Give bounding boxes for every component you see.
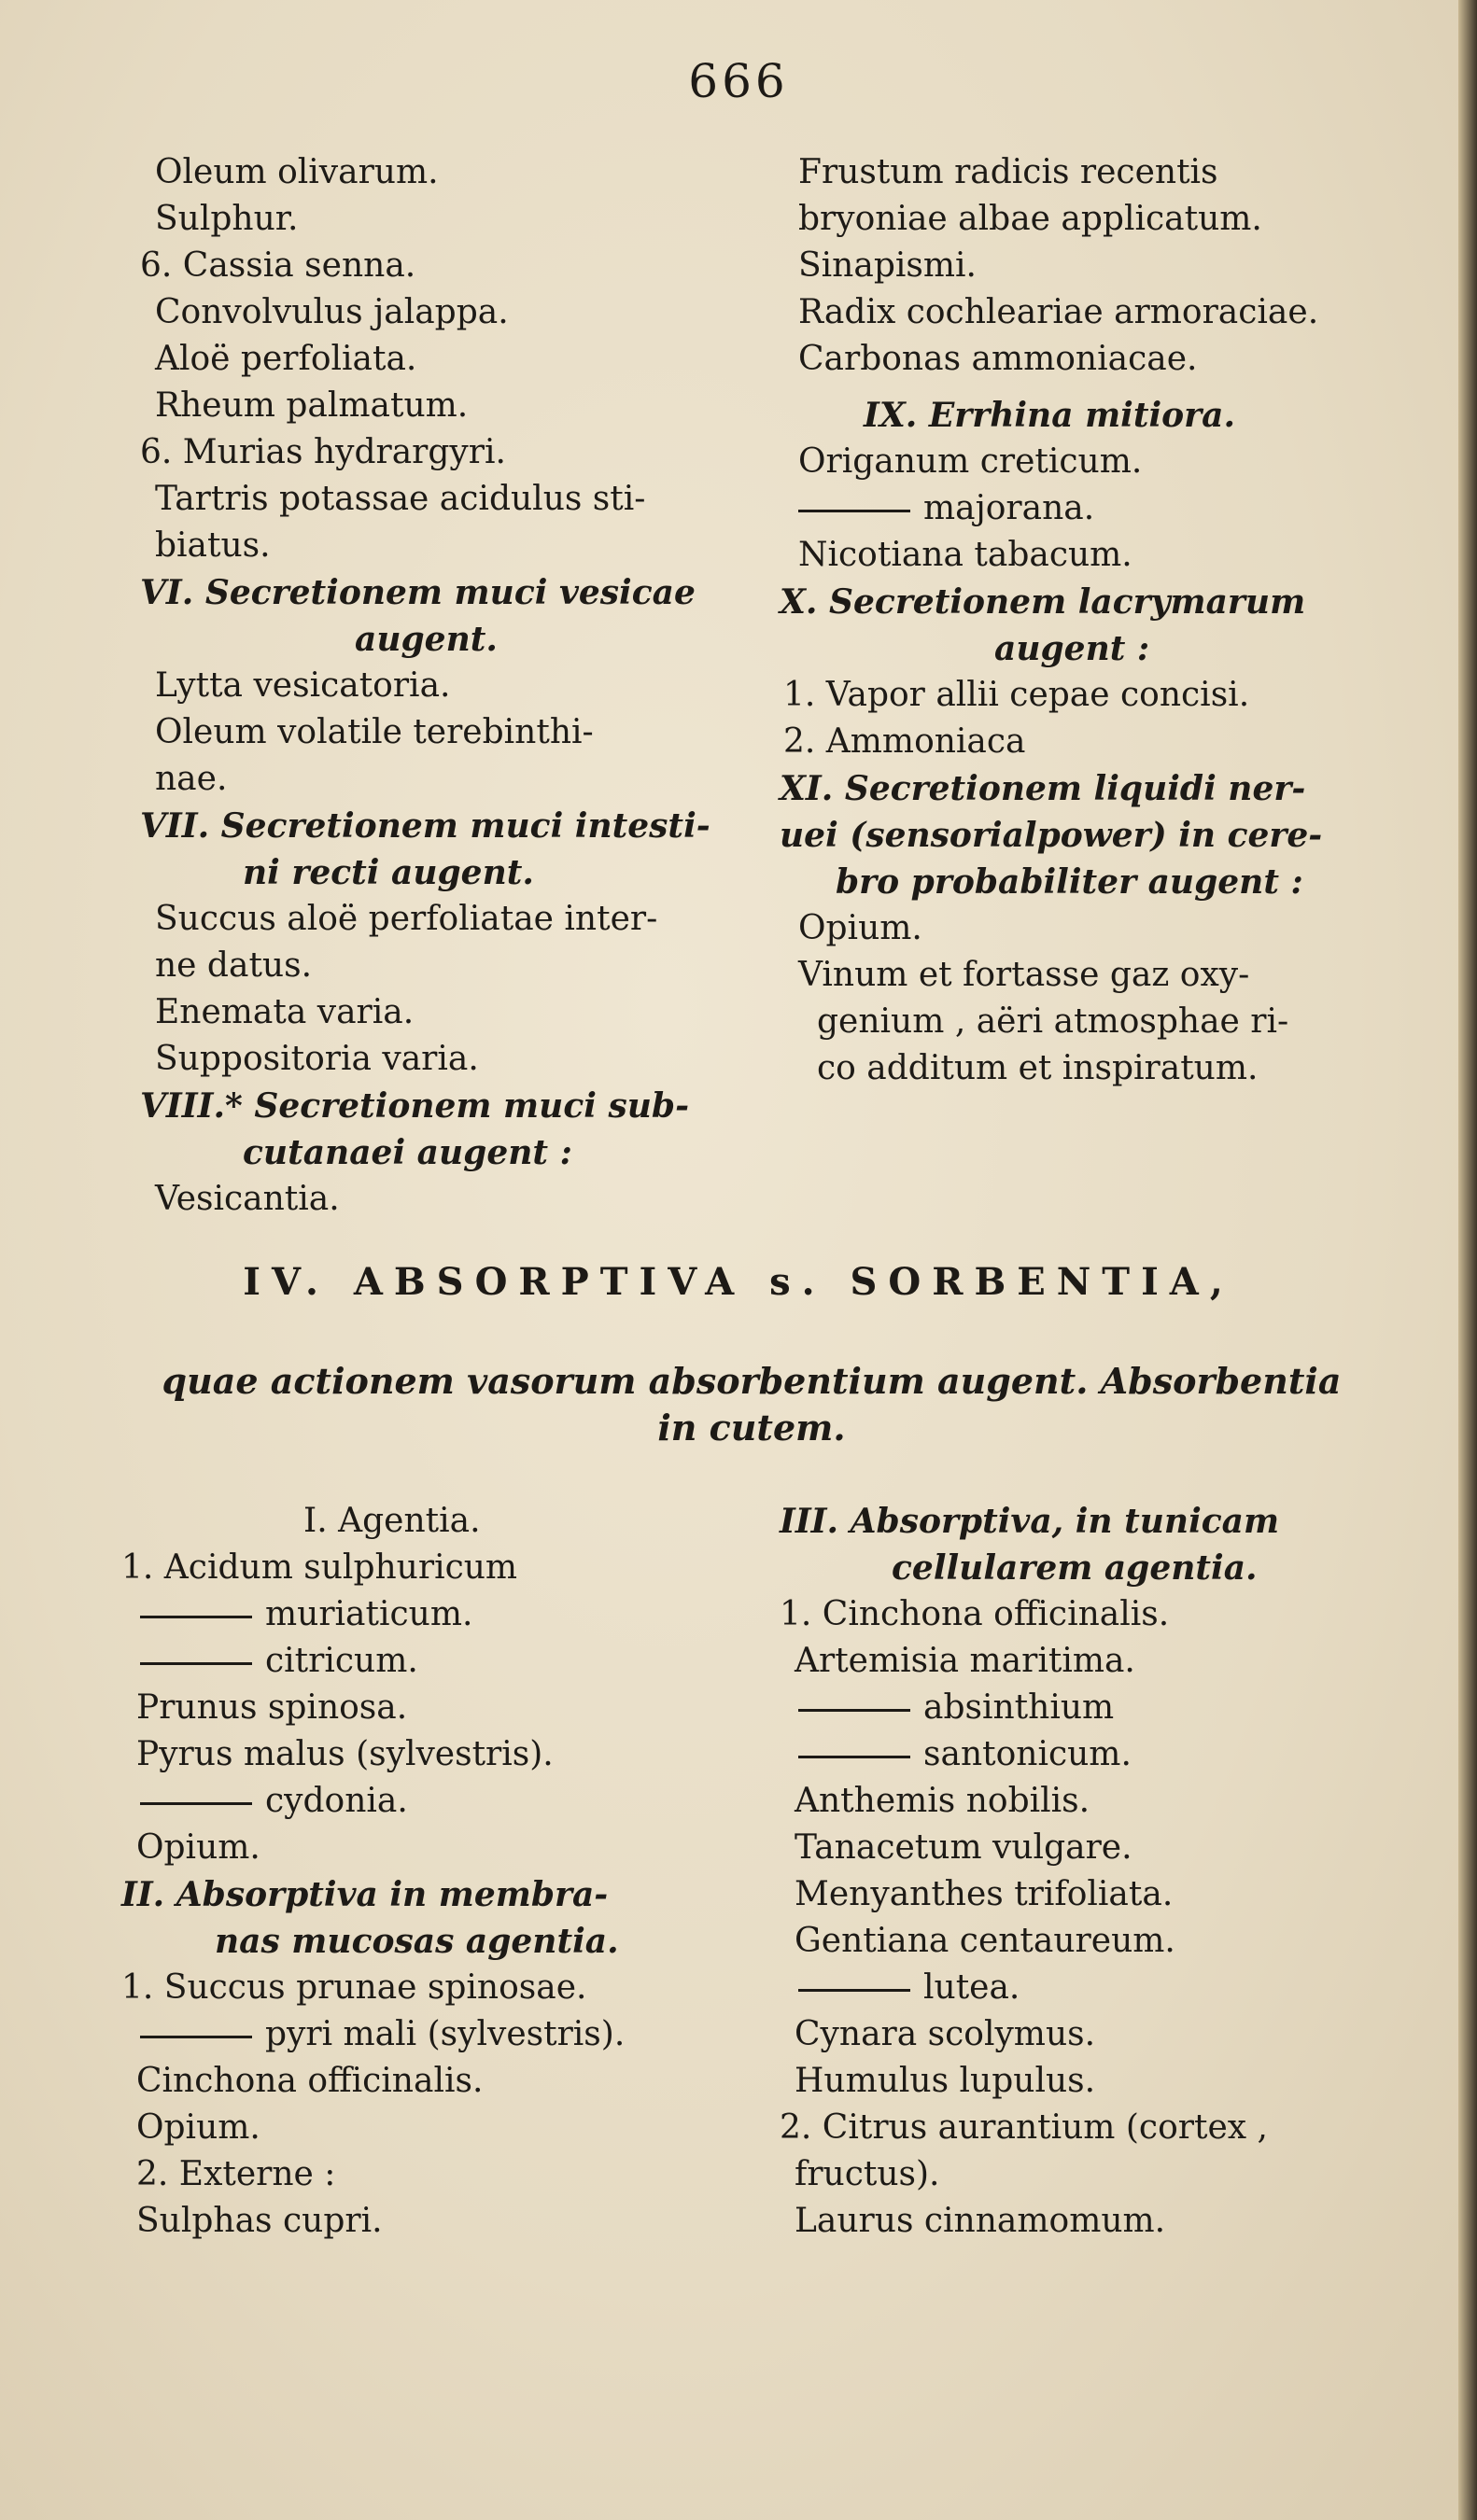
text-line: 1. Acidum sulphuricum [121,1548,518,1587]
text-line: Carbonas ammoniacae. [798,340,1198,378]
text-line: Origanum creticum. [798,442,1143,481]
heading-line: VIII.* Secretionem muci sub- [140,1086,690,1126]
heading-line: bro probabiliter augent : [836,862,1303,902]
heading-line: IX. Errhina mitiora. [864,396,1236,435]
text-line: citricum. [121,1638,756,1685]
text-line: Lytta vesicatoria. [155,666,451,705]
text-line: Cinchona officinalis. [136,2062,484,2100]
bottom-right-column [780,1498,1414,2245]
ditto-dash [798,1989,910,1992]
text-line: genium , aëri atmosphae ri- [817,1002,1289,1041]
text-line: Opium. [136,2108,260,2147]
text-line: cydonia. [121,1778,756,1825]
text-line: Gentiana centaureum. [795,1922,1175,1960]
text-line: Vesicantia. [155,1180,340,1218]
text-line: Sulphas cupri. [136,2202,383,2240]
heading-line: III. Absorptiva, in tunicam [780,1502,1280,1541]
ditto-dash [798,1709,910,1712]
heading-line: XI. Secretionem liquidi ner- [780,769,1306,808]
text-line: nae. [155,760,228,798]
text-line: Frustum radicis recentis [798,153,1218,191]
text-line: Sinapismi. [798,246,977,285]
text-line: co additum et inspiratum. [817,1049,1259,1087]
text-line: Sulphur. [155,200,299,238]
text-line: bryoniae albae applicatum. [798,200,1262,238]
ditto-dash [140,1662,252,1665]
text-line: Oleum olivarum. [155,153,439,191]
text-line: Convolvulus jalappa. [155,293,509,331]
text-line: 2. Externe : [136,2155,336,2193]
text-line: Cynara scolymus. [795,2015,1096,2053]
top-left-column [140,149,738,1223]
ditto-dash [140,1802,252,1805]
ditto-dash [798,1756,910,1758]
heading-line: X. Secretionem lacrymarum [780,582,1306,622]
section-title: IV. ABSORPTIVA s. SORBENTIA, [243,1260,1234,1304]
text-line: lutea. [780,1965,1414,2011]
text-line: 1. Cinchona officinalis. [780,1595,1170,1633]
heading-line: II. Absorptiva in membra- [121,1875,609,1914]
text-line: fructus). [795,2155,940,2193]
text-line: Rheum palmatum. [155,386,469,425]
text-line: Opium. [136,1828,260,1867]
text-line: Vinum et fortasse gaz oxy- [798,956,1250,994]
text-line: Laurus cinnamomum. [795,2202,1166,2240]
text-line: Prunus spinosa. [136,1688,408,1727]
ditto-dash [140,2036,252,2038]
text-line: absinthium [780,1685,1414,1731]
text-line: Suppositoria varia. [155,1040,479,1078]
text-line: Nicotiana tabacum. [798,536,1132,574]
text-line: Enemata varia. [155,993,415,1031]
subtitle-line: in cutem. [657,1407,846,1449]
page-number: 666 [688,54,789,108]
heading-line: ni recti augent. [243,853,534,892]
top-right-column [780,149,1405,1092]
heading-line: I. Agentia. [303,1502,481,1540]
text-line: Pyrus malus (sylvestris). [136,1735,554,1773]
text-line: Tanacetum vulgare. [795,1828,1132,1867]
text-line: muriaticum. [121,1591,756,1638]
text-line: majorana. [798,485,1405,532]
heading-line: VI. Secretionem muci vesicae [140,573,696,612]
text-line: pyri mali (sylvestris). [121,2011,756,2058]
text-line: Tartris potassae acidulus sti- [155,480,646,518]
text-line: santonicum. [780,1731,1414,1778]
text-line: 1. Vapor allii cepae concisi. [783,676,1250,714]
text-line: ne datus. [155,946,313,985]
ditto-dash [798,510,910,512]
text-line: Menyanthes trifoliata. [795,1875,1174,1913]
heading-line: augent. [355,620,498,659]
text-line: Succus aloë perfoliatae inter- [155,900,658,938]
heading-line: uei (sensorialpower) in cere- [780,816,1323,855]
text-line: Radix cochleariae armoraciae. [798,293,1319,331]
heading-line: nas mucosas agentia. [215,1922,619,1961]
text-line: Aloë perfoliata. [155,340,417,378]
text-line: 2. Ammoniaca [783,722,1026,761]
heading-line: augent : [994,629,1150,668]
text-line: 2. Citrus aurantium (cortex , [780,2108,1268,2147]
text-line: Opium. [798,909,922,947]
text-line: Artemisia maritima. [795,1642,1135,1680]
text-line: Humulus lupulus. [795,2062,1096,2100]
subtitle-line: quae actionem vasorum absorbentium augent. Absorbentia [162,1360,1342,1402]
text-line: 6. Murias hydrargyri. [140,433,506,471]
heading-line: cellularem agentia. [892,1548,1258,1588]
ditto-dash [140,1616,252,1618]
text-line: biatus. [155,526,271,565]
bottom-left-column [121,1498,756,2245]
heading-line: VII. Secretionem muci intesti- [140,806,710,846]
text-line: Oleum volatile terebinthi- [155,713,594,751]
text-line: 1. Succus prunae spinosae. [121,1968,587,2007]
text-line: 6. Cassia senna. [140,246,416,285]
heading-line: cutanaei augent : [243,1133,572,1172]
section-subtitle [112,1358,1391,1451]
text-line: Anthemis nobilis. [795,1782,1090,1820]
